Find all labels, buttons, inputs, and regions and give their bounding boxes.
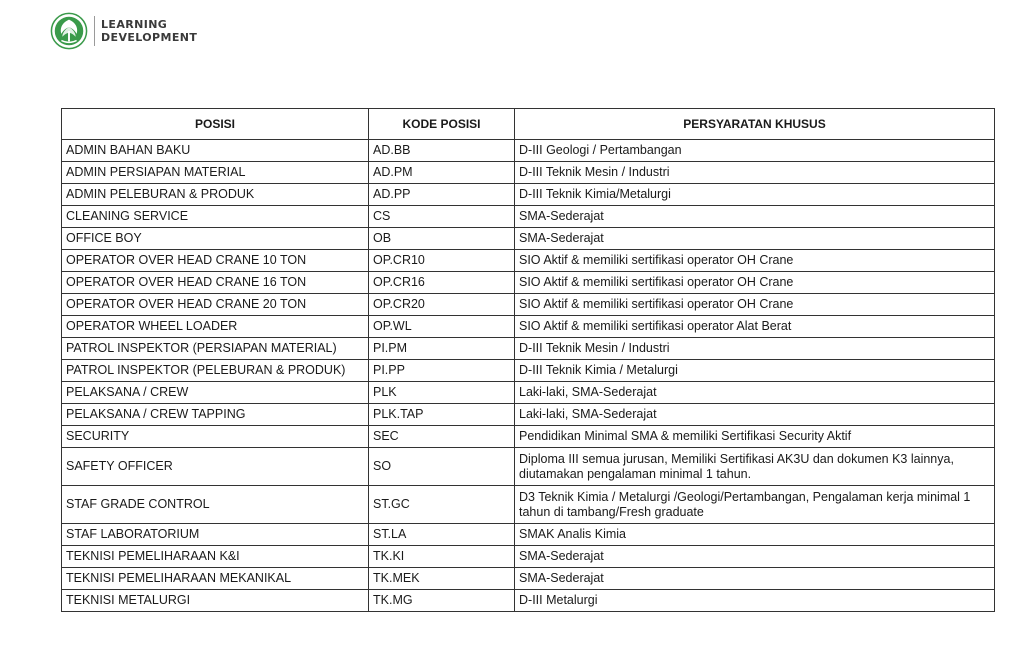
table-row (62, 206, 995, 228)
table-row (62, 140, 995, 162)
table-row (62, 360, 995, 382)
cell-persyaratan: D-III Teknik Mesin / Industri (515, 338, 995, 360)
cell-kode-posisi: TK.MG (369, 590, 515, 612)
cell-kode-posisi: AD.PM (369, 162, 515, 184)
cell-persyaratan: D-III Metalurgi (515, 590, 995, 612)
table-row (62, 162, 995, 184)
brand-line-1: LEARNING (101, 18, 168, 31)
cell-kode-posisi: PLK.TAP (369, 404, 515, 426)
cell-persyaratan: SMAK Analis Kimia (515, 524, 995, 546)
table-row (62, 184, 995, 206)
cell-persyaratan: SMA-Sederajat (515, 228, 995, 250)
cell-persyaratan: SIO Aktif & memiliki sertifikasi operator OH Crane (515, 294, 995, 316)
cell-posisi: STAF GRADE CONTROL (62, 486, 369, 524)
cell-persyaratan: SIO Aktif & memiliki sertifikasi operator Alat Berat (515, 316, 995, 338)
brand-line-2: DEVELOPMENT (101, 31, 198, 44)
table-row (62, 404, 995, 426)
cell-kode-posisi: OP.CR16 (369, 272, 515, 294)
cell-kode-posisi: OP.CR20 (369, 294, 515, 316)
header (50, 12, 197, 50)
table-row (62, 382, 995, 404)
cell-posisi: TEKNISI METALURGI (62, 590, 369, 612)
table-row (62, 294, 995, 316)
cell-persyaratan: Laki-laki, SMA-Sederajat (515, 404, 995, 426)
table-row (62, 338, 995, 360)
cell-persyaratan: D-III Geologi / Pertambangan (515, 140, 995, 162)
positions-table (61, 108, 995, 612)
cell-kode-posisi: TK.MEK (369, 568, 515, 590)
cell-posisi: PATROL INSPEKTOR (PERSIAPAN MATERIAL) (62, 338, 369, 360)
table-row (62, 272, 995, 294)
cell-persyaratan: D-III Teknik Kimia / Metalurgi (515, 360, 995, 382)
table-header-row (62, 109, 995, 140)
cell-persyaratan: D-III Teknik Mesin / Industri (515, 162, 995, 184)
cell-persyaratan: SMA-Sederajat (515, 546, 995, 568)
cell-kode-posisi: PI.PM (369, 338, 515, 360)
table-row (62, 228, 995, 250)
cell-kode-posisi: PI.PP (369, 360, 515, 382)
table-row (62, 448, 995, 486)
table-row (62, 486, 995, 524)
header-persyaratan-khusus: PERSYARATAN KHUSUS (515, 109, 995, 140)
cell-kode-posisi: CS (369, 206, 515, 228)
cell-posisi: OPERATOR OVER HEAD CRANE 16 TON (62, 272, 369, 294)
cell-posisi: ADMIN PELEBURAN & PRODUK (62, 184, 369, 206)
cell-posisi: OFFICE BOY (62, 228, 369, 250)
table-row (62, 590, 995, 612)
cell-persyaratan: D-III Teknik Kimia/Metalurgi (515, 184, 995, 206)
cell-posisi: OPERATOR OVER HEAD CRANE 20 TON (62, 294, 369, 316)
header-kode-posisi: KODE POSISI (369, 109, 515, 140)
cell-kode-posisi: SO (369, 448, 515, 486)
cell-kode-posisi: AD.PP (369, 184, 515, 206)
cell-posisi: ADMIN BAHAN BAKU (62, 140, 369, 162)
cell-persyaratan: SMA-Sederajat (515, 568, 995, 590)
cell-persyaratan: Pendidikan Minimal SMA & memiliki Sertifikasi Security Aktif (515, 426, 995, 448)
cell-kode-posisi: PLK (369, 382, 515, 404)
cell-posisi: PELAKSANA / CREW TAPPING (62, 404, 369, 426)
cell-posisi: OPERATOR WHEEL LOADER (62, 316, 369, 338)
cell-persyaratan: D3 Teknik Kimia / Metalurgi /Geologi/Pertambangan, Pengalaman kerja minimal 1 tahun di tambang/Fresh graduate (515, 486, 995, 524)
cell-posisi: TEKNISI PEMELIHARAAN K&I (62, 546, 369, 568)
cell-kode-posisi: SEC (369, 426, 515, 448)
cell-kode-posisi: ST.LA (369, 524, 515, 546)
cell-posisi: PELAKSANA / CREW (62, 382, 369, 404)
table-row (62, 426, 995, 448)
header-posisi: POSISI (62, 109, 369, 140)
tree-logo-icon (50, 12, 88, 50)
cell-posisi: TEKNISI PEMELIHARAAN MEKANIKAL (62, 568, 369, 590)
cell-persyaratan: Laki-laki, SMA-Sederajat (515, 382, 995, 404)
cell-posisi: OPERATOR OVER HEAD CRANE 10 TON (62, 250, 369, 272)
cell-kode-posisi: OB (369, 228, 515, 250)
cell-posisi: STAF LABORATORIUM (62, 524, 369, 546)
cell-posisi: CLEANING SERVICE (62, 206, 369, 228)
cell-persyaratan: SIO Aktif & memiliki sertifikasi operator OH Crane (515, 250, 995, 272)
cell-persyaratan: Diploma III semua jurusan, Memiliki Sertifikasi AK3U dan dokumen K3 lainnya, diutamakan pengalaman minimal 1 tahun. (515, 448, 995, 486)
table-row (62, 546, 995, 568)
cell-posisi: ADMIN PERSIAPAN MATERIAL (62, 162, 369, 184)
brand-name (94, 16, 197, 46)
cell-kode-posisi: AD.BB (369, 140, 515, 162)
cell-kode-posisi: OP.WL (369, 316, 515, 338)
cell-kode-posisi: OP.CR10 (369, 250, 515, 272)
cell-persyaratan: SIO Aktif & memiliki sertifikasi operator OH Crane (515, 272, 995, 294)
table-row (62, 316, 995, 338)
cell-posisi: PATROL INSPEKTOR (PELEBURAN & PRODUK) (62, 360, 369, 382)
cell-posisi: SAFETY OFFICER (62, 448, 369, 486)
table-row (62, 568, 995, 590)
cell-kode-posisi: ST.GC (369, 486, 515, 524)
cell-persyaratan: SMA-Sederajat (515, 206, 995, 228)
cell-kode-posisi: TK.KI (369, 546, 515, 568)
table-row (62, 250, 995, 272)
table-row (62, 524, 995, 546)
cell-posisi: SECURITY (62, 426, 369, 448)
